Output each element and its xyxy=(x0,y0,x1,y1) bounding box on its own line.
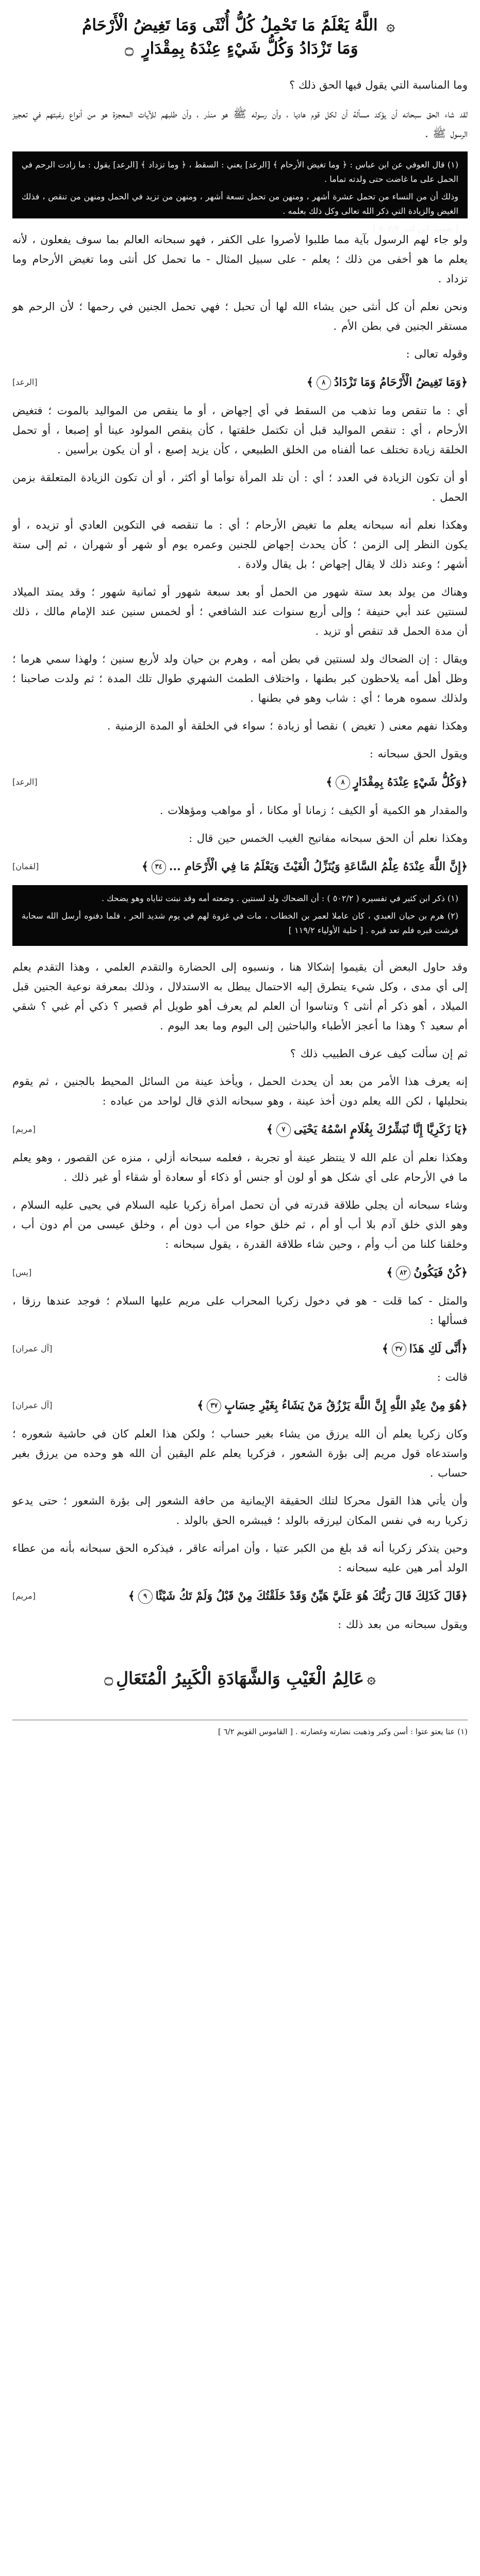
paragraph-2: ولو جاء لهم الرسول بآية مما طلبوا لأصروا على الكفر ، فهو سبحانه العالم بما سوف يفعلون ، لأنه يعلم ما هو أخفى من ذلك ؛ يعلم - على سبيل المثال - ما تحمل كل أنثى وما تغيض الأرحام وما تزداد . xyxy=(12,233,468,285)
surah-reference: [مريم] xyxy=(12,1591,36,1601)
paragraph-15: ثم إن سألت كيف عرف الطبيب ذلك ؟ xyxy=(290,1047,468,1060)
paragraph-17: وهكذا نعلم أن علم الله لا ينتظر عينة أو تجربة ، فعلمه سبحانه أزلي ، منزه عن القصور ، وهو يعلم ما في الأرحام على أي شكل هو أو لون أو جنس أو ذكاء أو سعادة أو شقاء أو غير ذلك . xyxy=(12,1151,468,1183)
quran-verse-text: هُوَ مِنْ عِنْدِ اللَّهِ إِنَّ اللَّهَ يَرْزُقُ مَنْ يَشَاءُ بِغَيْرِ حِسَابٍ xyxy=(224,1399,461,1412)
paragraph-3: ونحن نعلم أن كل أنثى حين يشاء الله لها أن تحبل ؛ فهي تحمل الجنين في رحمها ؛ لأن الرحم هو مستقر الجنين في بطن الأم . xyxy=(12,300,468,332)
paragraph-16: إنه يعرف هذا الأمر من بعد أن يحدث الحمل ، ويأخذ عينة من السائل المحيط بالجنين ، ثم يقوم بتحليلها ، لكن الله يعلم دون أخذ عينة ، وهو سبحانه الذي قال لواحد من عباده : xyxy=(12,1075,468,1107)
paragraph-10: وهكذا نفهم معنى ( تغيض ) نقصا أو زيادة ؛ سواء في الخلقة أو المدة الزمنية . xyxy=(107,720,468,732)
quran-verse-5: ﴿كُنْ فَيَكُونُ٨٢﴾ [يس] xyxy=(12,1262,468,1283)
paragraph-13: وهكذا نعلم أن الحق سبحانه مفاتيح الغيب الخمس حين قال : xyxy=(189,832,468,844)
header-verse-calligraphy xyxy=(12,6,468,68)
ayah-number: ٧ xyxy=(276,1123,291,1137)
intro-question: وما المناسبة التي يقول فيها الحق ذلك ؟ xyxy=(289,79,468,91)
ayah-end-icon: ۝ xyxy=(104,1669,113,1687)
paragraph-11: ويقول الحق سبحانه : xyxy=(369,748,468,760)
ayah-number: ٨ xyxy=(336,775,350,790)
quran-verse-text: وَمَا تَغِيضُ الْأَرْحَامُ وَمَا تَزْدَادُ xyxy=(334,376,461,389)
ornament-icon: ۞ xyxy=(367,1669,376,1687)
quran-verse-6: ﴿أَنَّى لَكِ هَذَا٣٧﴾ [آل عمران] xyxy=(12,1338,468,1359)
quran-verse-1: ﴿وَمَا تَغِيضُ الْأَرْحَامُ وَمَا تَزْدَادُ٨﴾ [الرعد] xyxy=(12,372,468,393)
bottom-verse-calligraphy xyxy=(12,1650,468,1706)
ayah-number: ٨ xyxy=(317,376,331,390)
quran-verse-4: ﴿يَا زَكَرِيَّا إِنَّا نُبَشِّرُكَ بِغُلَامٍ اسْمُهُ يَحْيَى٧﴾ [مريم] xyxy=(12,1119,468,1140)
paragraph-1: لقد شاء الحق سبحانه أن يؤكد مسألة أن لكل قوم هاديا ، وأن رسوله ﷺ هو منذر ، وأن طلبهم للآيات المعجزة هو من أنواع رغبتهم في تعجيز الرسول ﷺ . xyxy=(12,108,468,140)
header-verse-line-1 xyxy=(82,15,398,36)
surah-reference: [مريم] xyxy=(12,1124,36,1134)
paragraph-22: وأن يأتي هذا القول محركا لتلك الحقيقة الإيمانية من حافة الشعور إلى بؤرة الشعور ؛ حتى يدعو زكريا ربه في نفس المكان ليرزقه بالولد ؛ فيبشره الحق بالولد . xyxy=(12,1495,468,1527)
footnote-source: [ تفسير ابن كثير ٥٠٢/٢ ] xyxy=(373,224,458,233)
quran-verse-text: إِنَّ اللَّهَ عِنْدَهُ عِلْمُ السَّاعَةِ وَيُنَزِّلُ الْغَيْثَ وَيَعْلَمُ مَا فِي الْأَرْحَامِ xyxy=(185,860,461,873)
paragraph-14: وقد حاول البعض أن يقيموا إشكالا هنا ، ونسبوه إلى الحضارة والتقدم العلمي ، وهذا التقدم يعلم إلى أي مدى ، وكل شيء يتطرق إليه الاحتمال يبطل به الاستدلال ، وذلك بمعرفة نوعية الجنين قبل الميلاد ، أهو ذكر أم أنثى ؟ وتناسوا أن العلم لم يعرف أهو طويل أم قصير ؟ ذكي أم غبي ؟ شقي أم سعيد ؟ وهذا ما أعجز الأطباء والباحثين إلى اليوم وما بعد اليوم . xyxy=(12,961,468,1032)
quran-verse-text: يَا زَكَرِيَّا إِنَّا نُبَشِّرُكَ بِغُلَامٍ اسْمُهُ يَحْيَى xyxy=(293,1123,461,1136)
page-footnote: (١) عتا يعتو عتوا : أسن وكبر وذهبت نضارته وغضارته . [ القاموس القويم ٦/٢ ] xyxy=(12,1720,468,1738)
surah-reference: [الرعد] xyxy=(12,377,38,387)
surah-reference: [آل عمران] xyxy=(12,1344,53,1353)
quran-verse-2: ﴿وَكُلُّ شَيْءٍ عِنْدَهُ بِمِقْدَارٍ٨﴾ [الرعد] xyxy=(12,772,468,792)
ayah-number: ٨٢ xyxy=(396,1266,410,1280)
ayah-number: ٣٧ xyxy=(207,1399,221,1413)
footnote-box-tafsir xyxy=(12,151,468,233)
footnote-line: وذلك أن من النساء من تحمل عشرة أشهر ، ومنهن من تحمل تسعة أشهر ، ومنهن من تزيد في الحمل ومنهن من تنقص ، فذلك الغيض والزيادة التي ذكر الله تعالى وكل ذلك بعلمه . xyxy=(22,192,458,216)
paragraph-23: وحين يتذكر زكريا أنه قد بلغ من الكبر عتيا ، وأن امرأته عاقر ، فيذكره الحق سبحانه بأنه من عطاء الولد أمر هين عليه سبحانه : xyxy=(12,1542,468,1574)
bottom-verse-text: عَالِمُ الْغَيْبِ وَالشَّهَادَةِ الْكَبِيرُ الْمُتَعَالِ xyxy=(116,1668,364,1688)
footnote-box-persons xyxy=(12,885,468,946)
paragraph-24: ويقول سبحانه من بعد ذلك : xyxy=(338,1618,468,1631)
quran-verse-3: ﴿إِنَّ اللَّهَ عِنْدَهُ عِلْمُ السَّاعَةِ وَيُنَزِّلُ الْغَيْثَ وَيَعْلَمُ مَا فِي الْأَرْحَامِ ...٣٤﴾ [لقمان] xyxy=(12,856,468,877)
footnote-line: (١) قال العوفي عن ابن عباس : ﴿ وما تغيض الأرحام ﴾ [الرعد] يعني : السقط ، ﴿ وما تزداد ﴾ [الرعد] يقول : ما زادت الرحم في الحمل على ما غاضت حتى ولدته تماما . xyxy=(22,160,458,184)
quran-verse-7: ﴿هُوَ مِنْ عِنْدِ اللَّهِ إِنَّ اللَّهَ يَرْزُقُ مَنْ يَشَاءُ بِغَيْرِ حِسَابٍ٣٧﴾ [آل عمران] xyxy=(12,1395,468,1416)
ayah-number: ٣٧ xyxy=(392,1342,406,1357)
ayah-end-icon: ۝ xyxy=(125,40,134,57)
paragraph-21: وكان زكريا يعلم أن الله يرزق من يشاء بغير حساب ؛ ولكن هذا العلم كان في حاشية شعوره ؛ واستدعاه قول مريم إلى بؤرة الشعور ، فزكريا يعلم علم اليقين أن الله هو وحده من يرزق بغير حساب . xyxy=(12,1428,468,1479)
quran-verse-text: كُنْ فَيَكُونُ xyxy=(413,1266,461,1279)
paragraph-20: قالت : xyxy=(437,1371,468,1383)
paragraph-19: والمثل - كما قلت - هو في دخول زكريا المحراب على مريم عليها السلام ؛ فوجد عندها رزقا ، فسألها : xyxy=(12,1295,468,1327)
paragraph-4: وقوله تعالى : xyxy=(406,348,468,360)
ayah-number: ٩ xyxy=(138,1589,153,1604)
paragraph-12: والمقدار هو الكمية أو الكيف ؛ زمانا أو مكانا ، أو مواهب ومؤهلات . xyxy=(159,804,468,817)
surah-reference: [آل عمران] xyxy=(12,1400,53,1410)
surah-reference: [يس] xyxy=(12,1267,32,1277)
paragraph-6: أو أن تكون الزيادة في العدد ؛ أي : أن تلد المرأة توأما أو أكثر ، أو أن تكون الزيادة المتعلقة بزمن الحمل . xyxy=(12,471,468,503)
quran-verse-text: أَنَّى لَكِ هَذَا xyxy=(409,1342,461,1355)
header-verse-text-2: وَمَا تَزْدَادُ وَكُلُّ شَيْءٍ عِنْدَهُ بِمِقْدَارٍ xyxy=(142,39,358,58)
quran-verse-text: وَكُلُّ شَيْءٍ عِنْدَهُ بِمِقْدَارٍ xyxy=(353,775,461,789)
surah-reference: [لقمان] xyxy=(12,861,39,871)
paragraph-5: أي : ما تنقص وما تذهب من السقط في أي إجهاض ، أو ما ينقص من المواليد بالموت ؛ فتغيض الأرحام ، أي : تنقص المواليد قبل أن تكتمل خلقتها ، كأن ينقص المولود عينا أو إصبعا ، أو تحمل الخلقة زيادة تختلف عما ألفناه من الخلق الطبيعي ، كأن يزيد إصبع ، أو أن يكون برأسين . xyxy=(12,404,468,456)
footnote-line: (٢) هرم بن حيان العبدي ، كان عاملا لعمر بن الخطاب ، مات في غزوة لهم في يوم شديد الحر ، فلما دفنوه أرسل الله سحابة فرشت قبره فلم تعد قبره . [ حلية الأولياء ١١٩/٢ ] xyxy=(22,911,458,935)
paragraph-9: ويقال : إن الضحاك ولد لسنتين في بطن أمه ، وهرم بن حيان ولد لأربع سنين ؛ ولهذا سمي هرما ؛ وظل أهل أمه يلاحظون كبر بطنها ، واختلاف الطمث الشهري طوال تلك المدة ؛ ثم ولدت صاحبنا ؛ ولذلك سموه هرما ؛ أي : شاب وهو في بطنها . xyxy=(12,653,468,704)
quran-verse-text: قَالَ كَذَلِكَ قَالَ رَبُّكَ هُوَ عَلَيَّ هَيِّنٌ وَقَدْ خَلَقْتُكَ مِنْ قَبْلُ وَلَمْ تَكُ شَيْئًا xyxy=(155,1589,461,1603)
surah-reference: [الرعد] xyxy=(12,777,38,787)
footnote-line: (١) ذكر ابن كثير في تفسيره ( ٥٠٢/٢ ) : أن الضحاك ولد لسنتين . وضعته أمه وقد نبتت ثناياه وهو يضحك . xyxy=(101,893,458,903)
quran-verse-8: ﴿قَالَ كَذَلِكَ قَالَ رَبُّكَ هُوَ عَلَيَّ هَيِّنٌ وَقَدْ خَلَقْتُكَ مِنْ قَبْلُ وَلَمْ تَكُ شَيْئًا٩﴾ [مريم] xyxy=(12,1586,468,1606)
paragraph-8: وهناك من يولد بعد ستة شهور من الحمل أو بعد سبعة شهور أو ثمانية شهور ؛ وقد يمتد الميلاد لسنتين عند أبي حنيفة ؛ وإلى أربع سنوات عند الشافعي ؛ أو لخمس سنين عند الإمام مالك ، ذلك أن مدة الحمل قد تنقص أو تزيد . xyxy=(12,586,468,637)
ornament-icon: ۞ xyxy=(386,17,395,35)
header-verse-text-1: اللَّهُ يَعْلَمُ مَا تَحْمِلُ كُلُّ أُنْثَى وَمَا تَغِيضُ الْأَرْحَامُ xyxy=(82,16,378,35)
paragraph-18: وشاء سبحانه أن يجلي طلاقة قدرته في أن تحمل امرأة زكريا عليه السلام في يحيى عليه السلام ، وهو الذي خلق آدم بلا أب أو أم ، ثم خلق حواء من أب دون أم ، وخلق عيسى من أم دون أب ، وخلقنا كلنا من أب وأم ، وحين شاء طلاقة القدرة ، يقول سبحانه : xyxy=(12,1199,468,1250)
header-verse-line-2 xyxy=(122,39,358,59)
ayah-number: ٣٤ xyxy=(152,860,166,874)
paragraph-7: وهكذا نعلم أنه سبحانه يعلم ما تغيض الأرحام ؛ أي : ما تنقصه في التكوين العادي أو تزيده ، أو يكون النظر إلى الزمن ؛ كأن يحدث إجهاض للجنين وعمره يوم أو شهر أو شهران ، ثم إلى ستة أشهر ؛ وعند ذلك لا يقال إجهاض ؛ بل يقال ولادة . xyxy=(12,519,468,570)
